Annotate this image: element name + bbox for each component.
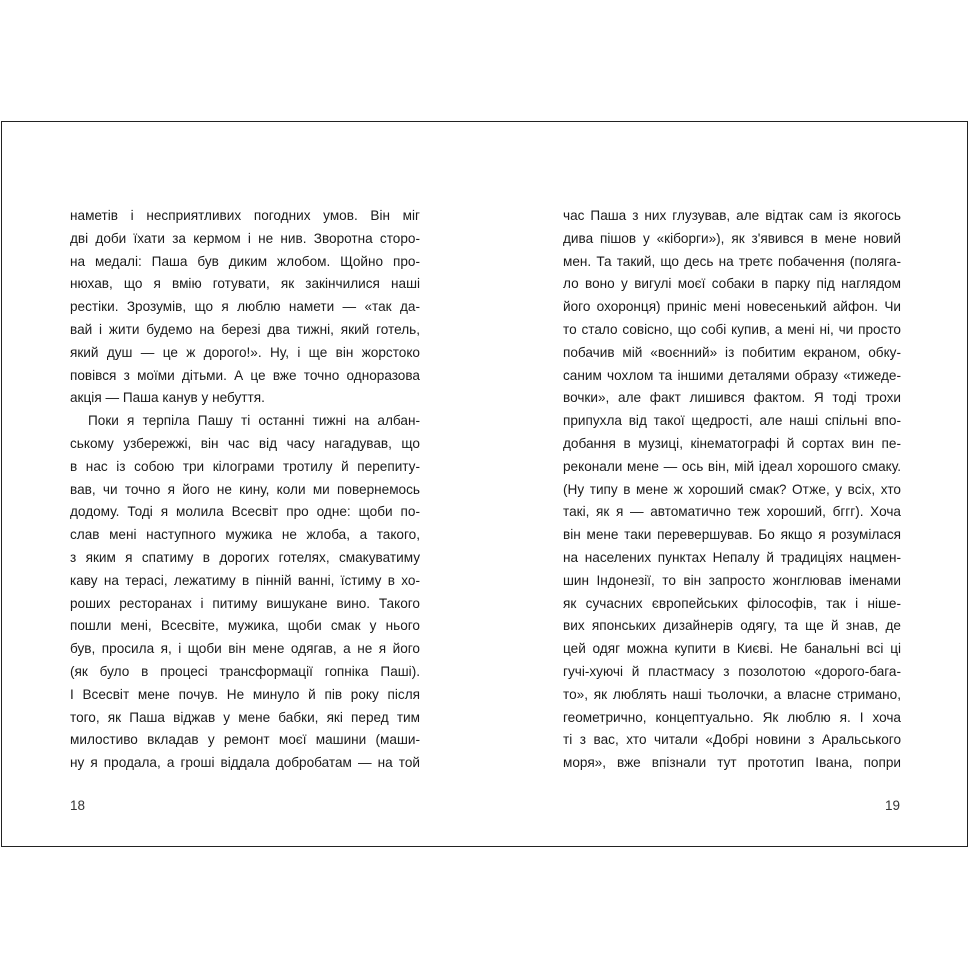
text-line: роших ресторанах і питиму вишукане вино. Такого: [70, 595, 420, 611]
text-line: з яким я спатиму в дорогих готелях, смакуватиму: [70, 549, 420, 565]
text-line: його охоронця) приніс мені новесенький айфон. Чи: [563, 299, 901, 315]
text-line: милостиво вкладав у ремонт моєї машини (маши-: [70, 732, 420, 748]
right-page-number: 19: [885, 798, 901, 813]
text-line: на населених пунктах Непалу й традиціях нацмен-: [563, 549, 901, 565]
text-line: добання в музиці, кінематографі й сортах вин пе-: [563, 435, 901, 451]
text-line: час Паша з них глузував, але відтак сам із якогось: [563, 208, 901, 223]
text-line: шин Індонезії, то він запросто жонглював іменами: [563, 572, 901, 588]
text-line: повівся з моїми дітьми. А це вже точно одноразова: [70, 367, 420, 383]
text-line: то стало совісно, що собі купив, а мені ні, чи просто: [563, 321, 901, 337]
text-line: ському узбережжі, він час від часу нагадував, що: [70, 435, 420, 451]
left-page-text: [70, 205, 420, 775]
text-line: геометрично, концептуально. Як люблю я. І хоча: [563, 709, 901, 725]
text-line: нюхав, що я вмію готувати, як закінчилися наші: [70, 276, 420, 292]
text-line: вай і жити будемо на березі два тижні, який готель,: [70, 321, 420, 337]
text-line: моря», вже впізнали тут прототип Івана, попри: [563, 755, 901, 771]
text-line: цей одяг можна купити в Києві. Не банальні всі ці: [563, 641, 901, 657]
text-line: на медалі: Паша був диким жлобом. Щойно про-: [70, 253, 420, 269]
text-line: акція — Паша канув у небуття.: [70, 390, 265, 406]
text-line: дві доби їхати за кермом і не нив. Зворотна сторо-: [70, 230, 420, 246]
text-line: додому. Тоді я молила Всесвіт про одне: щоби по-: [70, 504, 420, 520]
text-line: саним чохлом та іншими деталями образу «тижеде-: [563, 367, 901, 383]
right-page-text: [563, 205, 901, 775]
text-line: наметів і несприятливих погодних умов. Він міг: [70, 208, 420, 223]
text-line: ло воно у вигулі моєї собаки в парку під наглядом: [563, 276, 901, 292]
text-line: як сучасних європейських філософів, так і нішe-: [563, 595, 901, 611]
text-line: ну я продала, а гроші віддала добробатам — на той: [70, 755, 420, 771]
text-line: в нас із собою три кілограми тротилу й перепиту-: [70, 458, 420, 474]
text-line: пошли мені, Всесвіте, мужика, щоби смак у нього: [70, 618, 420, 634]
text-line: того, як Паша віджав у мене бабки, які перед тим: [70, 709, 420, 725]
text-line: (як було в процесі трансформації гопніка Паші).: [70, 663, 420, 679]
text-line: то», як люблять наші тьолочки, а власне стримано,: [563, 686, 901, 702]
text-line: гучі-хуючі й пластмасу з позолотою «дорого-бага-: [563, 663, 901, 679]
text-line: побачив мій «воєнний» із побитим екраном, обку-: [563, 344, 901, 360]
left-page-number: 18: [70, 798, 86, 813]
text-line: реконали мене — ось він, мій ідеал хорошого смаку.: [563, 458, 901, 474]
text-line: каву на терасі, лежатиму в пінній ванні, їстиму в хо-: [70, 572, 420, 588]
text-line: був, просила я, і щоби він мене одягав, а не я його: [70, 641, 420, 657]
text-line: припухла від такої щедрості, але наші спільні впо-: [563, 413, 901, 429]
text-line: рестіки. Зрозумів, що я люблю намети — «так да-: [70, 299, 420, 315]
text-line: вав, чи точно я його не кину, коли ми повернемось: [70, 481, 420, 497]
text-line: вочки», але факт лишився фактом. Я тоді трохи: [563, 390, 901, 406]
text-line: мен. Та такий, що десь на третє побачення (поляга-: [563, 253, 901, 269]
text-line: дива пішов у «кіборги»), як з'явився в мене новий: [563, 230, 901, 246]
text-line: Поки я терпіла Пашу ті останні тижні на албан-: [88, 413, 420, 429]
text-line: І Всесвіт мене почув. Не минуло й пів року після: [70, 686, 420, 702]
text-line: такі, як я — автоматично теж хороший, бггг). Хоча: [563, 504, 901, 520]
text-line: (Ну типу в мене ж хороший смак? Отже, у всіх, хто: [563, 481, 901, 497]
text-line: який душ — це ж дорого!». Ну, і ще він жорстоко: [70, 344, 420, 360]
text-line: він мене таки перевершував. Бо якщо я розумілася: [563, 527, 901, 543]
text-line: слав мені наступного мужика не жлоба, а такого,: [70, 527, 420, 543]
text-line: ті з вас, хто читали «Добрі новини з Аральського: [563, 732, 901, 748]
text-line: вих японських дизайнерів одягу, та ще й знав, де: [563, 618, 901, 634]
